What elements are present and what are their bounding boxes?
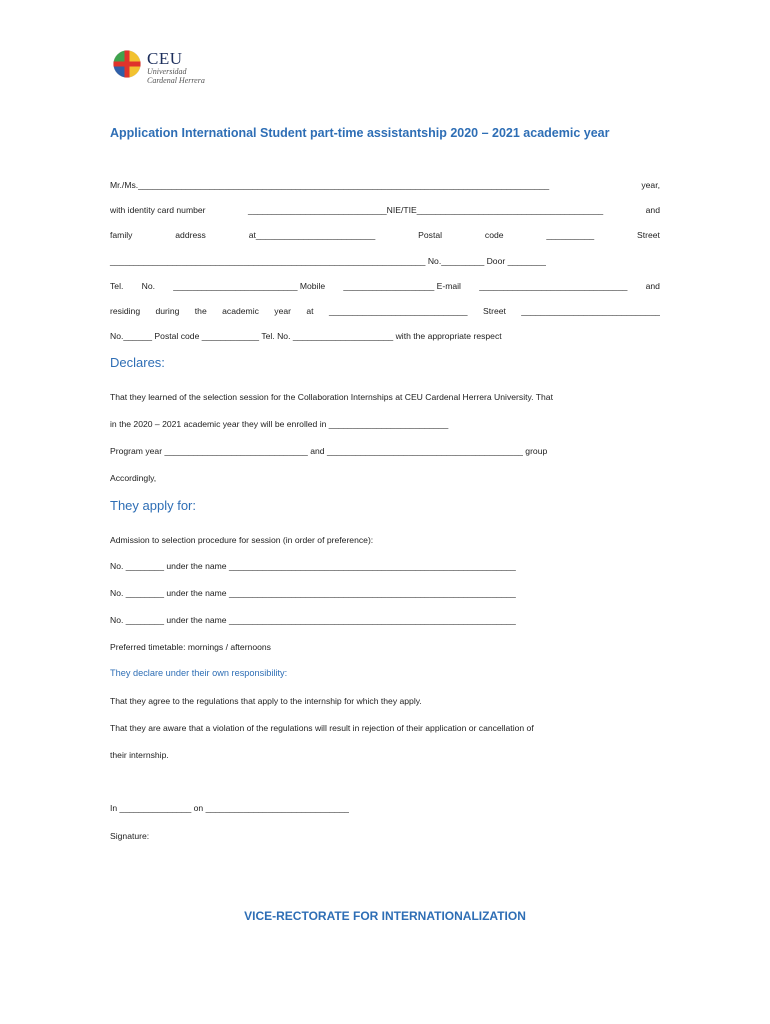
word: residing [110,306,141,316]
responsibility-line-1: That they agree to the regulations that apply to the internship for which they apply. [110,696,422,706]
id-field: _____________________________NIE/TIE_______________________________________ [248,205,604,215]
preference-line-1: No. ________ under the name ____________________________________________________________ [110,561,516,571]
document-title: Application International Student part-time assistantship 2020 – 2021 academic year [110,126,610,140]
word: and [645,281,660,291]
word: year [274,306,292,316]
responsibility-line-3: their internship. [110,750,169,760]
word: address [175,230,206,240]
declares-line-2: in the 2020 – 2021 academic year they will be enrolled in _________________________ [110,419,449,429]
apply-heading: They apply for: [110,498,196,513]
declares-line-4: Accordingly, [110,473,157,483]
ceu-emblem-icon [113,50,141,78]
timetable-line: Preferred timetable: mornings / afternoons [110,642,271,652]
word: Tel. [110,281,124,291]
declares-line-3: Program year ______________________________ and _________________________________________ group [110,446,548,456]
name-line [110,179,660,191]
name-field: Mr./Ms.______________________________________________________________________________________ [110,180,550,190]
word: academic [222,306,259,316]
address-field: at_________________________ [248,230,376,240]
word: the [194,306,207,316]
street-line: __________________________________________________________________ No._________ Door ________ [110,256,546,266]
id-line-end: and [645,205,660,215]
tel-field: __________________________ Mobile [173,281,326,291]
responsibility-heading: They declare under their own responsibility: [110,668,288,678]
word: at [306,306,314,316]
footer-department: VICE-RECTORATE FOR INTERNATIONALIZATION [244,909,526,923]
signature-label: Signature: [110,831,150,841]
preference-line-2: No. ________ under the name ____________________________________________________________ [110,588,516,598]
mobile-field: ___________________ E-mail [343,281,461,291]
id-line [110,204,660,216]
declares-heading: Declares: [110,355,165,370]
address-line [110,229,660,241]
word: Street [482,306,506,316]
logo-subtitle-1: Universidad [147,67,187,76]
residence-field: _____________________________ [328,306,468,316]
contact-line [110,280,660,292]
declares-line-1: That they learned of the selection session for the Collaboration Internships at CEU Cardenal Herrera University. That [110,392,553,402]
preference-line-3: No. ________ under the name ____________________________________________________________ [110,615,516,625]
ceu-logo [113,50,205,85]
word: during [155,306,180,316]
residence-line [110,305,660,317]
name-line-end: year, [641,180,660,190]
responsibility-line-2: That they are aware that a violation of the regulations will result in rejection of their application or cancellation of [110,723,534,733]
street-field: _____________________________ [521,306,660,316]
apply-line-1: Admission to selection procedure for session (in order of preference): [110,535,374,545]
word: Postal [418,230,443,240]
word: code [484,230,504,240]
word: Street [636,230,660,240]
logo-name: CEU [147,49,183,68]
email-field: _______________________________ [479,281,628,291]
postal-code-field: __________ [546,230,595,240]
word: No. [141,281,155,291]
residence-contact-line: No.______ Postal code ____________ Tel. No. _____________________ with the appropriate respect [110,331,502,341]
place-date-line: In _______________ on ______________________________ [110,803,349,813]
id-label: with identity card number [110,205,206,215]
word: family [110,230,133,240]
logo-subtitle-2: Cardenal Herrera [147,76,205,85]
